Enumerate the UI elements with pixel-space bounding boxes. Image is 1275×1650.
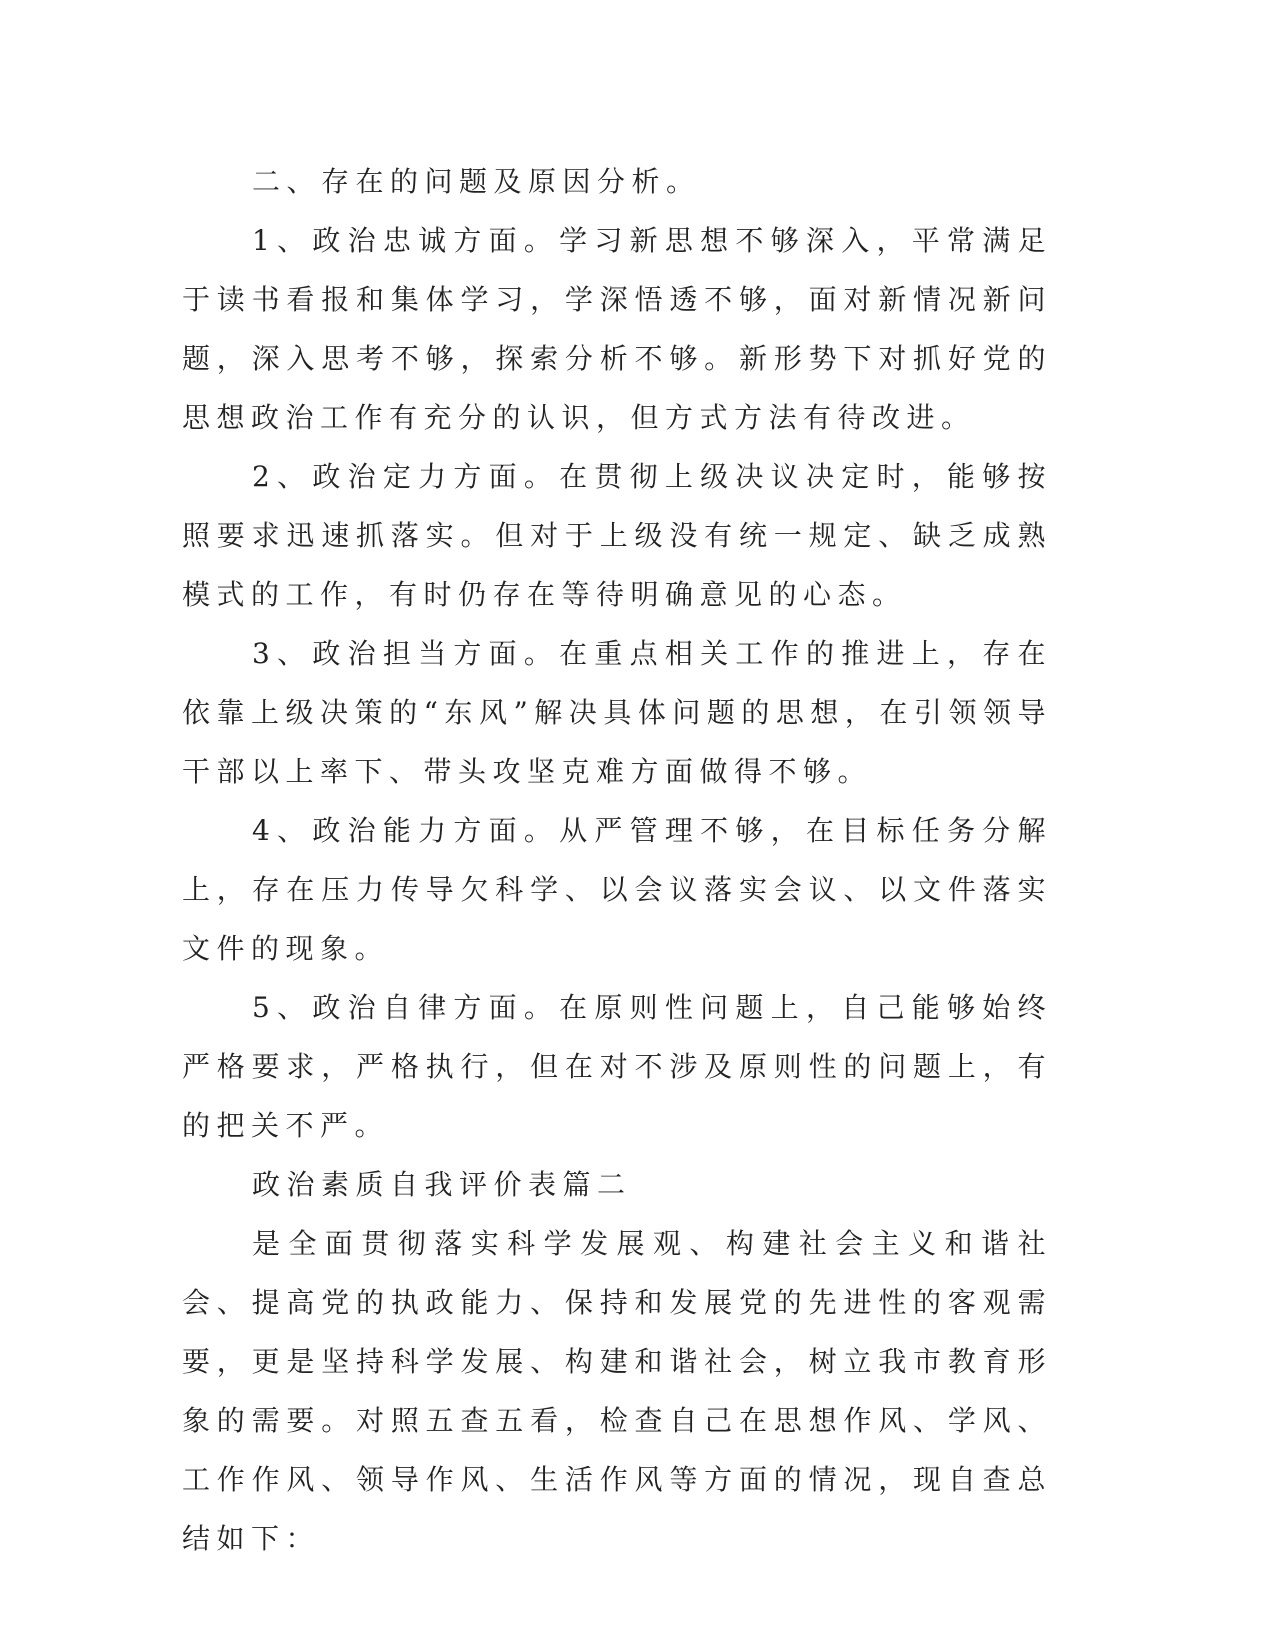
- document-body: [182, 152, 1052, 1568]
- paragraph-political-loyalty: 1、政治忠诚方面。学习新思想不够深入，平常满足于读书看报和集体学习，学深悟透不够，面对新情况新问题，深入思考不够，探索分析不够。新形势下对抓好党的思想政治工作有充分的认识，但方式方法有待改进。: [182, 224, 1052, 434]
- paragraph-political-stability: 2、政治定力方面。在贯彻上级决议决定时，能够按照要求迅速抓落实。但对于上级没有统一规定、缺乏成熟模式的工作，有时仍存在等待明确意见的心态。: [182, 460, 1052, 611]
- paragraph-political-responsibility: 3、政治担当方面。在重点相关工作的推进上，存在依靠上级决策的“东风”解决具体问题的思想，在引领领导干部以上率下、带头攻坚克难方面做得不够。: [182, 637, 1052, 788]
- section-heading: 二、存在的问题及原因分析。: [252, 165, 701, 198]
- paragraph-political-ability: 4、政治能力方面。从严管理不够，在目标任务分解上，存在压力传导欠科学、以会议落实会议、以文件落实文件的现象。: [182, 814, 1052, 965]
- paragraph-political-discipline: 5、政治自律方面。在原则性问题上，自己能够始终严格要求，严格执行，但在对不涉及原则性的问题上，有的把关不严。: [182, 991, 1052, 1142]
- article-title: 政治素质自我评价表篇二: [252, 1168, 632, 1201]
- paragraph-intro: 是全面贯彻落实科学发展观、构建社会主义和谐社会、提高党的执政能力、保持和发展党的先进性的客观需要，更是坚持科学发展、构建和谐社会，树立我市教育形象的需要。对照五查五看，检查自己在思想作风、学风、工作作风、领导作风、生活作风等方面的情况，现自查总结如下：: [182, 1227, 1052, 1555]
